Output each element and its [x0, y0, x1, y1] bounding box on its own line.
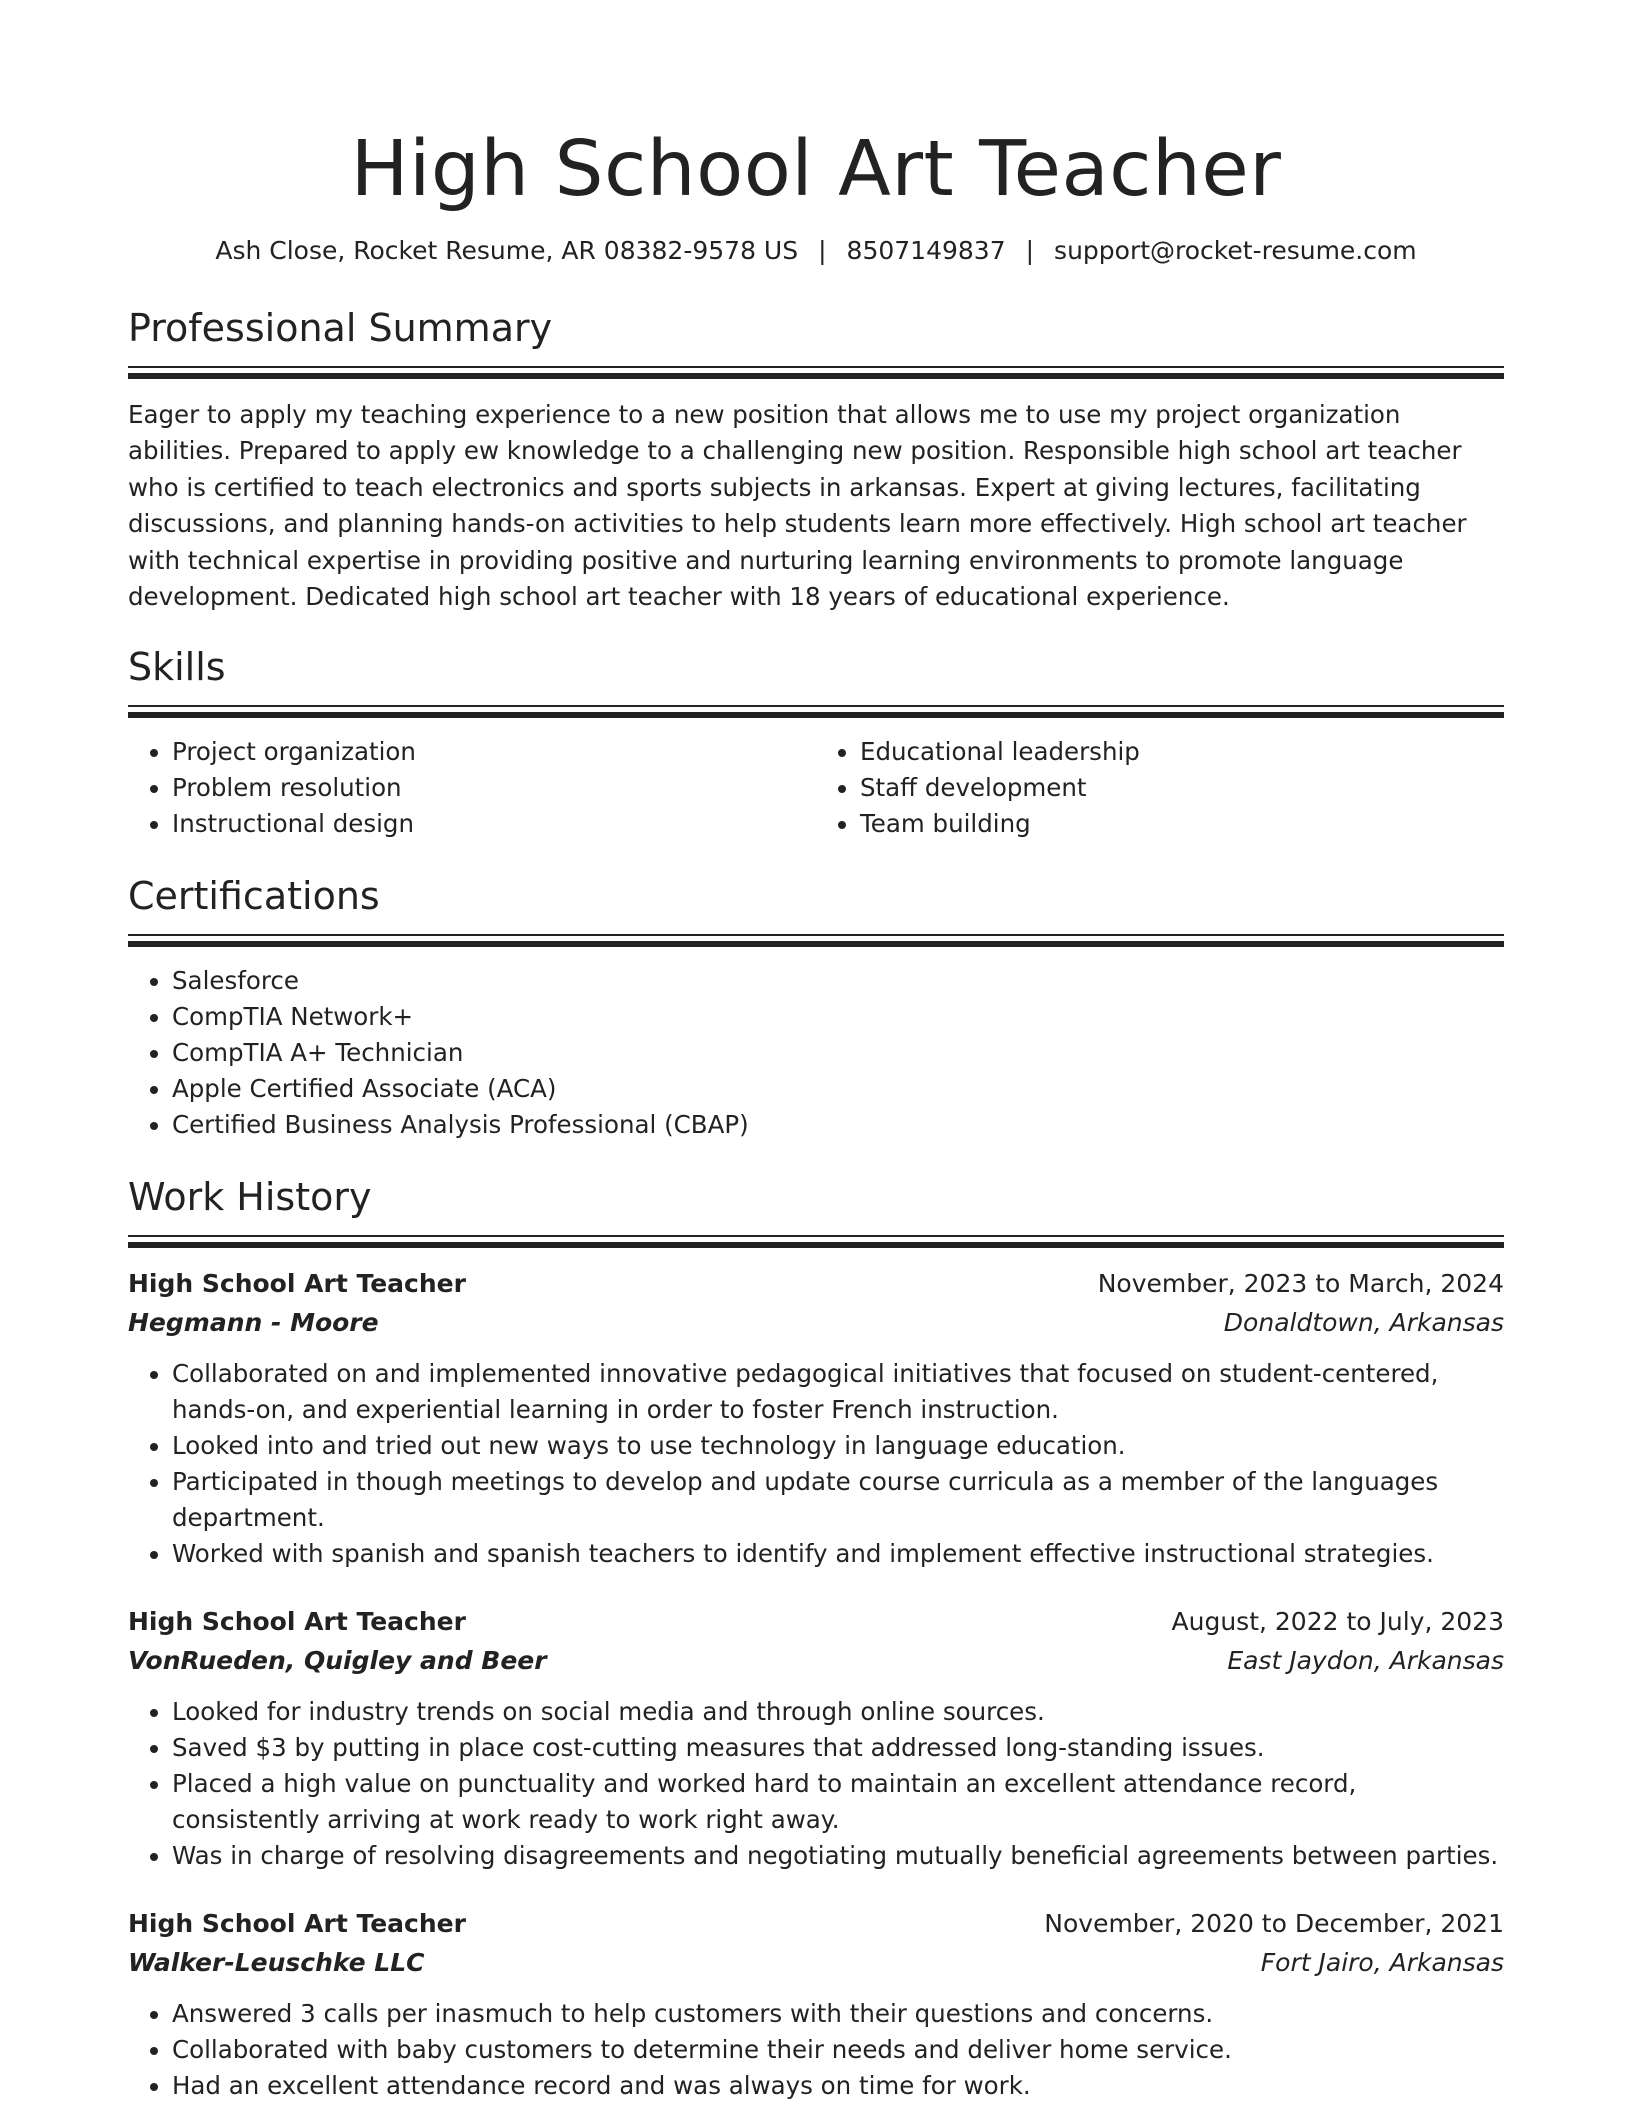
job-header	[128, 1264, 1504, 1303]
skill-item: • Project organization	[172, 734, 816, 770]
section-divider	[128, 705, 1504, 718]
job-duty-item: • Collaborated on and implemented innovative pedagogical initiatives that focused on student-centered, hands-on, and experiential learning in order to foster French instruction.	[172, 1356, 1504, 1428]
job-entry	[128, 1904, 1504, 2104]
job-dates: August, 2022 to July, 2023	[1171, 1607, 1504, 1637]
job-duty-item: • Was in charge of resolving disagreements and negotiating mutually beneficial agreements between parties.	[172, 1838, 1504, 1874]
skill-item: • Instructional design	[172, 806, 816, 842]
job-location: East Jaydon, Arkansas	[1227, 1646, 1504, 1676]
certifications-list	[128, 963, 1504, 1143]
section-heading-certifications: Certifications	[128, 874, 380, 919]
certifications-section	[128, 870, 1504, 1143]
contact-line	[128, 234, 1504, 268]
job-duty-item: • Saved $3 by putting in place cost-cutting measures that addressed long-standing issues.	[172, 1730, 1504, 1766]
certification-item: • Apple Certified Associate (ACA)	[172, 1071, 1504, 1107]
job-location: Fort Jairo, Arkansas	[1260, 1948, 1504, 1978]
section-divider	[128, 934, 1504, 947]
contact-separator: |	[1025, 236, 1035, 265]
contact-phone: 8507149837	[846, 236, 1006, 265]
resume-title: High School Art Teacher	[350, 125, 1282, 214]
job-duty-item: • Had an excellent attendance record and was always on time for work.	[172, 2068, 1504, 2104]
skills-column-right	[816, 734, 1504, 842]
job-subheader	[128, 1943, 1504, 1982]
job-duty-item: • Participated in though meetings to develop and update course curricula as a member of the languages department.	[172, 1464, 1504, 1536]
job-duty-item: • Collaborated with baby customers to determine their needs and deliver home service.	[172, 2032, 1504, 2068]
section-divider	[128, 366, 1504, 379]
job-duty-item: • Worked with spanish and spanish teachers to identify and implement effective instructional strategies.	[172, 1536, 1504, 1572]
job-entry	[128, 1264, 1504, 1572]
certification-item: • CompTIA A+ Technician	[172, 1035, 1504, 1071]
skills-section	[128, 641, 1504, 842]
summary-section	[128, 302, 1504, 615]
certification-item: • Salesforce	[172, 963, 1504, 999]
job-duties-list	[128, 1996, 1504, 2104]
work-history-section	[128, 1171, 1504, 2104]
skill-item: • Educational leadership	[860, 734, 1504, 770]
job-entry	[128, 1602, 1504, 1874]
section-heading-work-history: Work History	[128, 1175, 372, 1220]
section-divider	[128, 1235, 1504, 1248]
job-title: High School Art Teacher	[128, 1909, 466, 1939]
job-subheader	[128, 1641, 1504, 1680]
summary-text: Eager to apply my teaching experience to a new position that allows me to use my project organization abilities. Prepared to apply ew knowledge to a challenging new position. Responsible high school art teacher who is certified to teach electronics and sports subjects in arkansas. Expert at giving lectures, facilitating discussions, and planning hands-on activities to help students learn more effectively. High school art teacher with technical expertise in providing positive and nurturing learning environments to promote language development. Dedicated high school art teacher with 18 years of educational experience.	[128, 400, 1467, 612]
job-duty-item: • Looked into and tried out new ways to use technology in language education.	[172, 1428, 1504, 1464]
job-company: Walker-Leuschke LLC	[128, 1948, 425, 1978]
skill-item: • Problem resolution	[172, 770, 816, 806]
contact-separator: |	[818, 236, 827, 265]
certification-item: • Certified Business Analysis Professional (CBAP)	[172, 1107, 1504, 1143]
job-duties-list	[128, 1356, 1504, 1572]
job-title: High School Art Teacher	[128, 1269, 466, 1299]
job-duty-item: • Answered 3 calls per inasmuch to help customers with their questions and concerns.	[172, 1996, 1504, 2032]
resume-page	[128, 0, 1504, 2104]
job-location: Donaldtown, Arkansas	[1223, 1308, 1504, 1338]
job-dates: November, 2020 to December, 2021	[1044, 1909, 1504, 1939]
skill-item: • Team building	[860, 806, 1504, 842]
skills-column-left	[128, 734, 816, 842]
job-company: VonRueden, Quigley and Beer	[128, 1646, 547, 1676]
job-subheader	[128, 1303, 1504, 1342]
section-heading-summary: Professional Summary	[128, 306, 553, 350]
job-company: Hegmann - Moore	[128, 1308, 379, 1338]
skill-item: • Staff development	[860, 770, 1504, 806]
job-dates: November, 2023 to March, 2024	[1097, 1269, 1504, 1299]
job-header	[128, 1904, 1504, 1943]
job-duty-item: • Looked for industry trends on social media and through online sources.	[172, 1694, 1504, 1730]
section-heading-skills: Skills	[128, 645, 226, 690]
certification-item: • CompTIA Network+	[172, 999, 1504, 1035]
contact-email: support@rocket-resume.com	[1054, 236, 1417, 265]
job-duty-item: • Placed a high value on punctuality and worked hard to maintain an excellent attendance record, consistently arriving at work ready to work right away.	[172, 1766, 1504, 1838]
job-header	[128, 1602, 1504, 1641]
job-duties-list	[128, 1694, 1504, 1874]
contact-address: Ash Close, Rocket Resume, AR 08382-9578 US	[215, 236, 799, 265]
skills-list	[128, 734, 1504, 842]
job-title: High School Art Teacher	[128, 1607, 466, 1637]
